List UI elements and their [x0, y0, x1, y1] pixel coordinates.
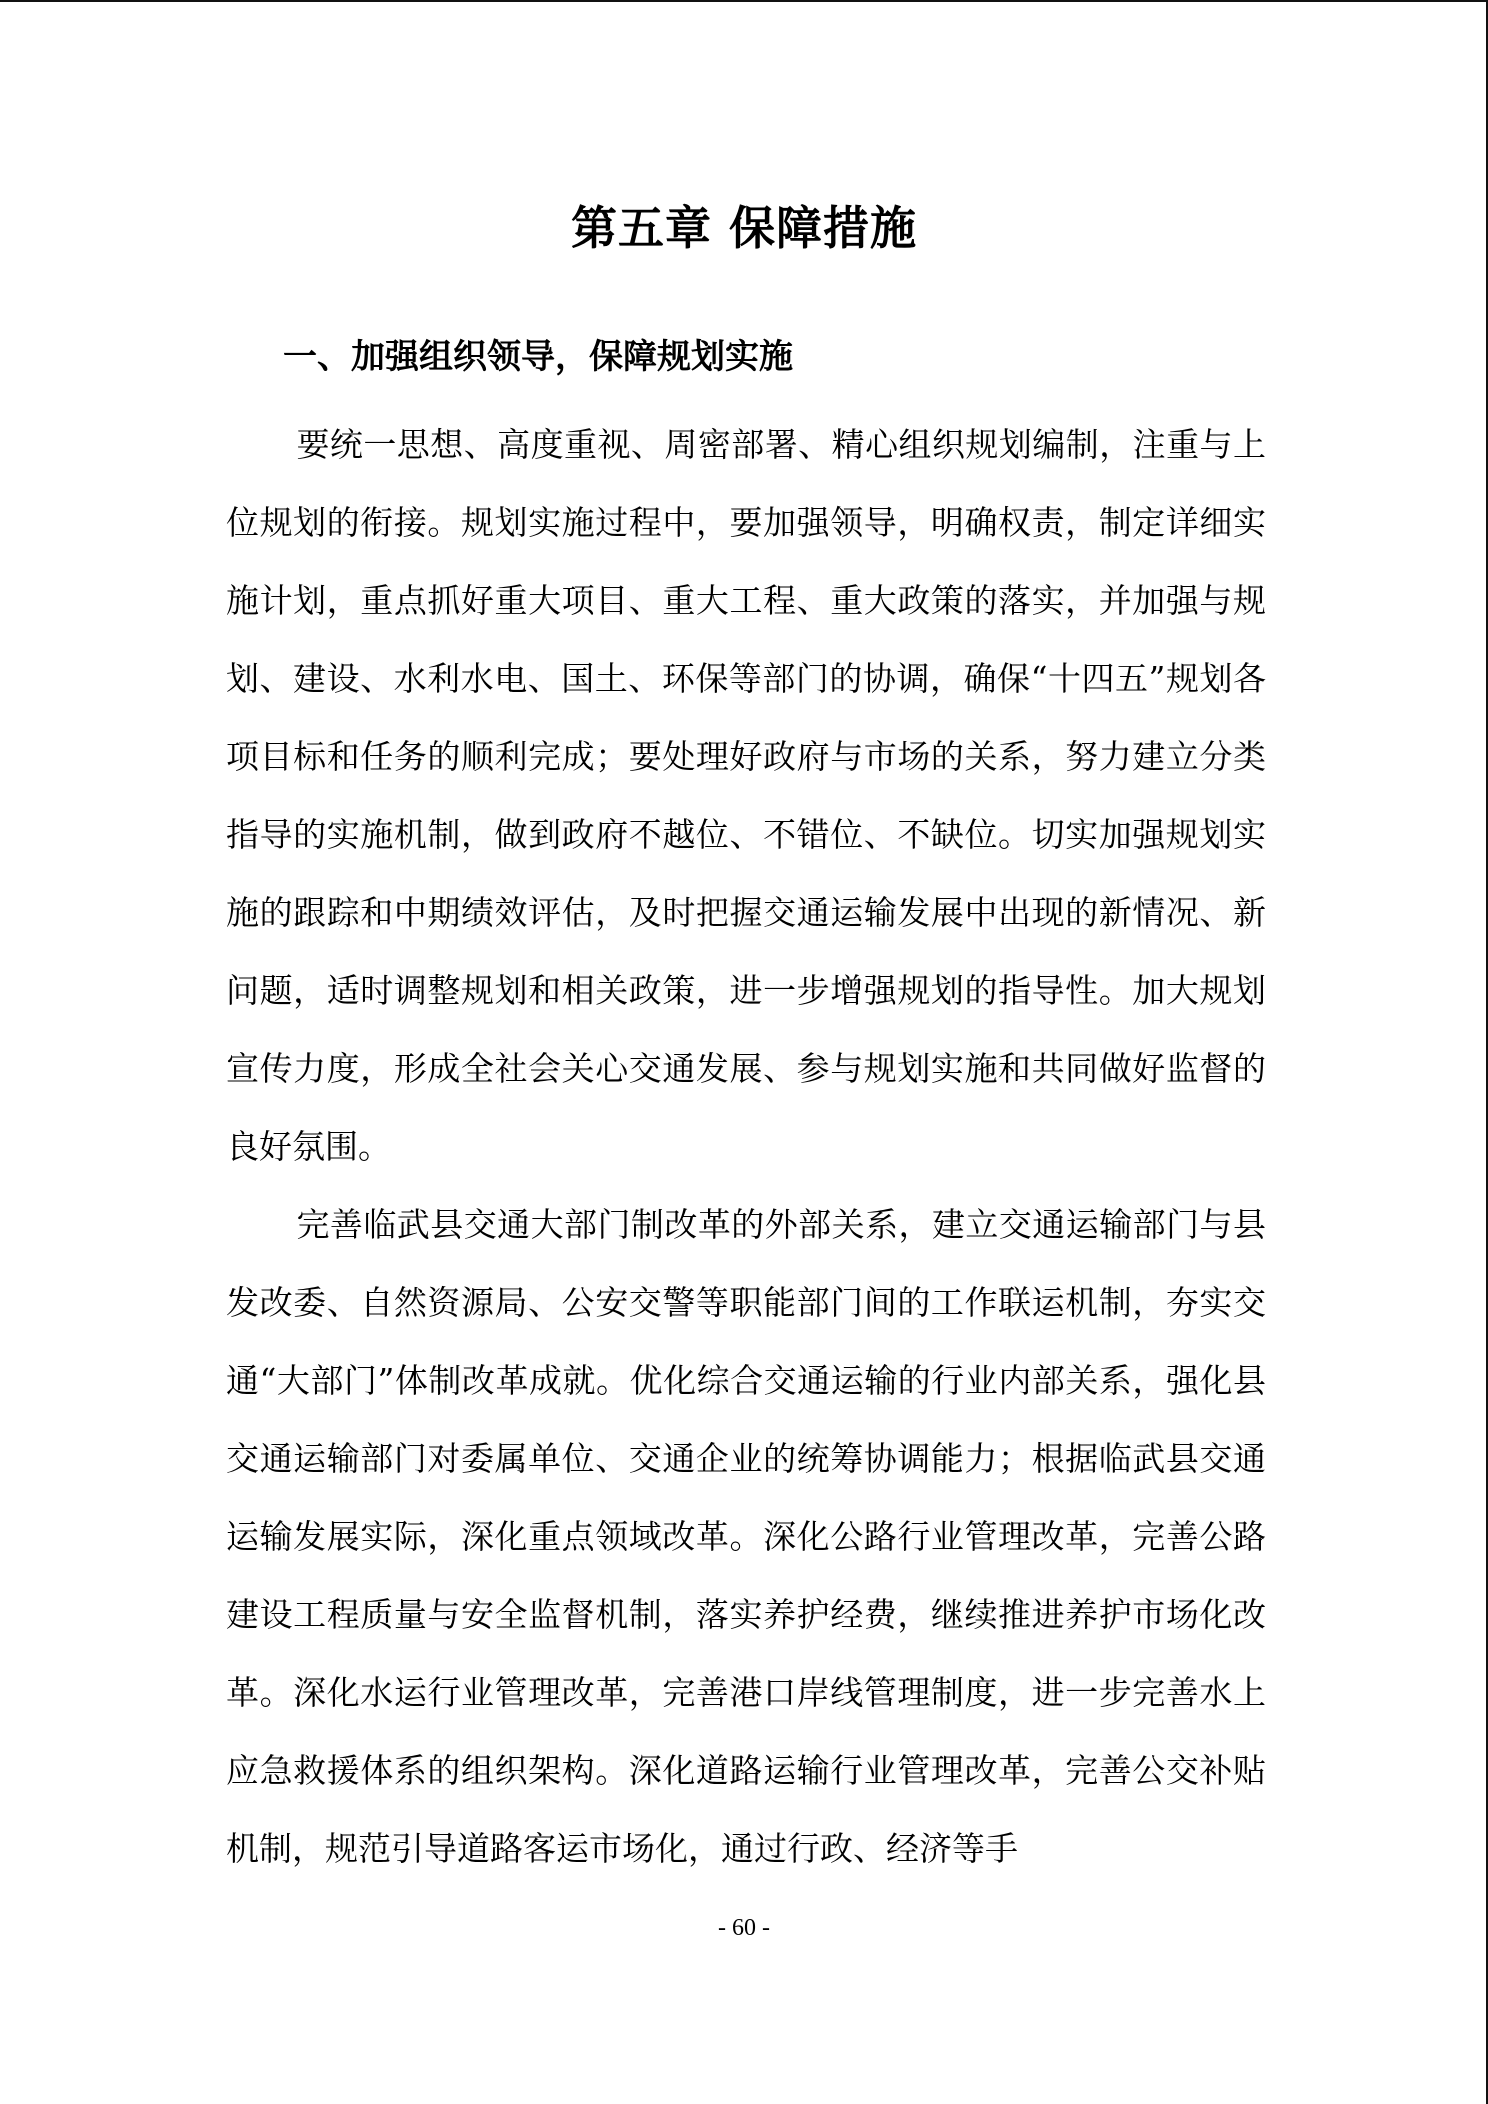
- body-paragraph-1: [226, 406, 1266, 1186]
- paragraph-1-text: 要统一思想、高度重视、周密部署、精心组织规划编制，注重与上位规划的衔接。规划实施过程中，要加强领导，明确权责，制定详细实施计划，重点抓好重大项目、重大工程、重大政策的落实，并加强与规划、建设、水利水电、国土、环保等部门的协调，确保“十四五”规划各项目标和任务的顺利完成；要处理好政府与市场的关系，努力建立分类指导的实施机制，做到政府不越位、不错位、不缺位。切实加强规划实施的跟踪和中期绩效评估，及时把握交通运输发展中出现的新情况、新问题，适时调整规划和相关政策，进一步增强规划的指导性。加大规划宣传力度，形成全社会关心交通发展、参与规划实施和共同做好监督的良好氛围。: [226, 425, 1266, 1166]
- section-heading: 一、加强组织领导，保障规划实施: [283, 337, 793, 377]
- paragraph-2-text: 完善临武县交通大部门制改革的外部关系，建立交通运输部门与县发改委、自然资源局、公安交警等职能部门间的工作联运机制，夯实交通“大部门”体制改革成就。优化综合交通运输的行业内部关系，强化县交通运输部门对委属单位、交通企业的统筹协调能力；根据临武县交通运输发展实际，深化重点领域改革。深化公路行业管理改革，完善公路建设工程质量与安全监督机制，落实养护经费，继续推进养护市场化改革。深化水运行业管理改革，完善港口岸线管理制度，进一步完善水上应急救援体系的组织架构。深化道路运输行业管理改革，完善公交补贴机制，规范引导道路客运市场化，通过行政、经济等手: [226, 1205, 1266, 1868]
- chapter-title: 第五章 保障措施: [570, 201, 917, 255]
- body-paragraph-2: [226, 1186, 1266, 1888]
- page-number: - 60 -: [718, 1915, 770, 1941]
